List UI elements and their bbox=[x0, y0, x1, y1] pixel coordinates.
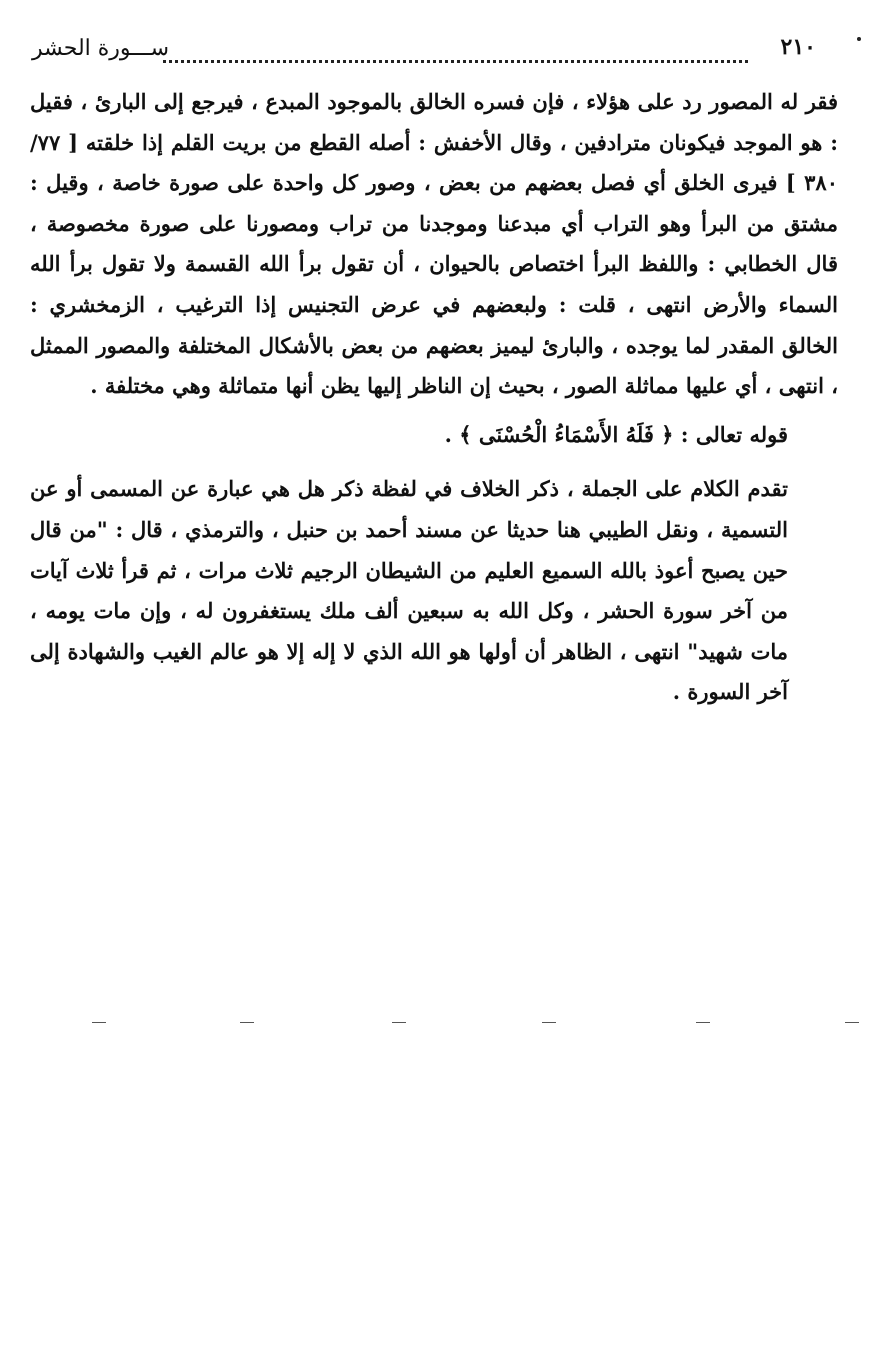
scan-dot bbox=[857, 37, 861, 41]
paragraph-discussion: تقدم الكلام على الجملة ، ذكر الخلاف في لفظة ذكر هل هي عبارة عن المسمى أو عن التسمية ، ونقل الطيبي هنا حديثا عن مسند أحمد بن حنبل ، والترمذي ، قال : "من قال حين يصبح أعوذ بالله السميع العليم من الشيطان الرجيم ثلاث مرات ، ثم قرأ ثلاث آيات من آخر سورة الحشر ، وكل الله به سبعين ألف ملك يستغفرون له ، وإن مات يومه ، مات شهيد" انتهى ، الظاهر أن أولها هو الله الذي لا إله إلا هو عالم الغيب والشهادة إلى آخر السورة . bbox=[30, 476, 788, 705]
scan-artifact bbox=[845, 1022, 859, 1023]
surah-title: ســـورة الحشر bbox=[32, 36, 170, 61]
page-header bbox=[28, 32, 828, 72]
page-number: ٢١٠ bbox=[780, 34, 816, 60]
scan-artifact bbox=[392, 1022, 406, 1023]
header-dotted-rule bbox=[163, 60, 748, 63]
scan-artifact bbox=[542, 1022, 556, 1023]
scan-artifact bbox=[240, 1022, 254, 1023]
page-body bbox=[30, 82, 838, 713]
paragraph-tafsir-names: فقر له المصور رد على هؤلاء ، فإن فسره الخالق بالموجود المبدع ، فيرجع إلى البارئ ، فقيل : هو الموجد فيكونان مترادفين ، وقال الأخفش : أصله القطع من بريت القلم إذا خلقته [ ٧٧/ ٣٨٠ ] فيرى الخلق أي فصل بعضهم من بعض ، وصور كل واحدة على صورة خاصة ، وقيل : مشتق من البرأ وهو التراب أي مبدعنا وموجدنا من تراب ومصورنا على صورة مخصوصة ، قال الخطابي : واللفظ البرأ اختصاص بالحيوان ، أن تقول برأ الله القسمة ولا تقول برأ الله السماء والأرض انتهى ، قلت : ولبعضهم في عرض التجنيس إذا الترغيب ، الزمخشري : الخالق المقدر لما يوجده ، والبارئ ليميز بعضهم من بعض بالأشكال المختلفة والمصور الممثل ، انتهى ، أي عليها مماثلة الصور ، بحيث إن الناظر إليها يظن أنها متماثلة وهي مختلفة . bbox=[30, 89, 838, 399]
scan-artifact bbox=[92, 1022, 106, 1023]
scan-artifact bbox=[696, 1022, 710, 1023]
verse-line: قوله تعالى : ﴿ فَلَهُ الأَسْمَاءُ الْحُسْنَى ﴾ . bbox=[444, 421, 788, 447]
